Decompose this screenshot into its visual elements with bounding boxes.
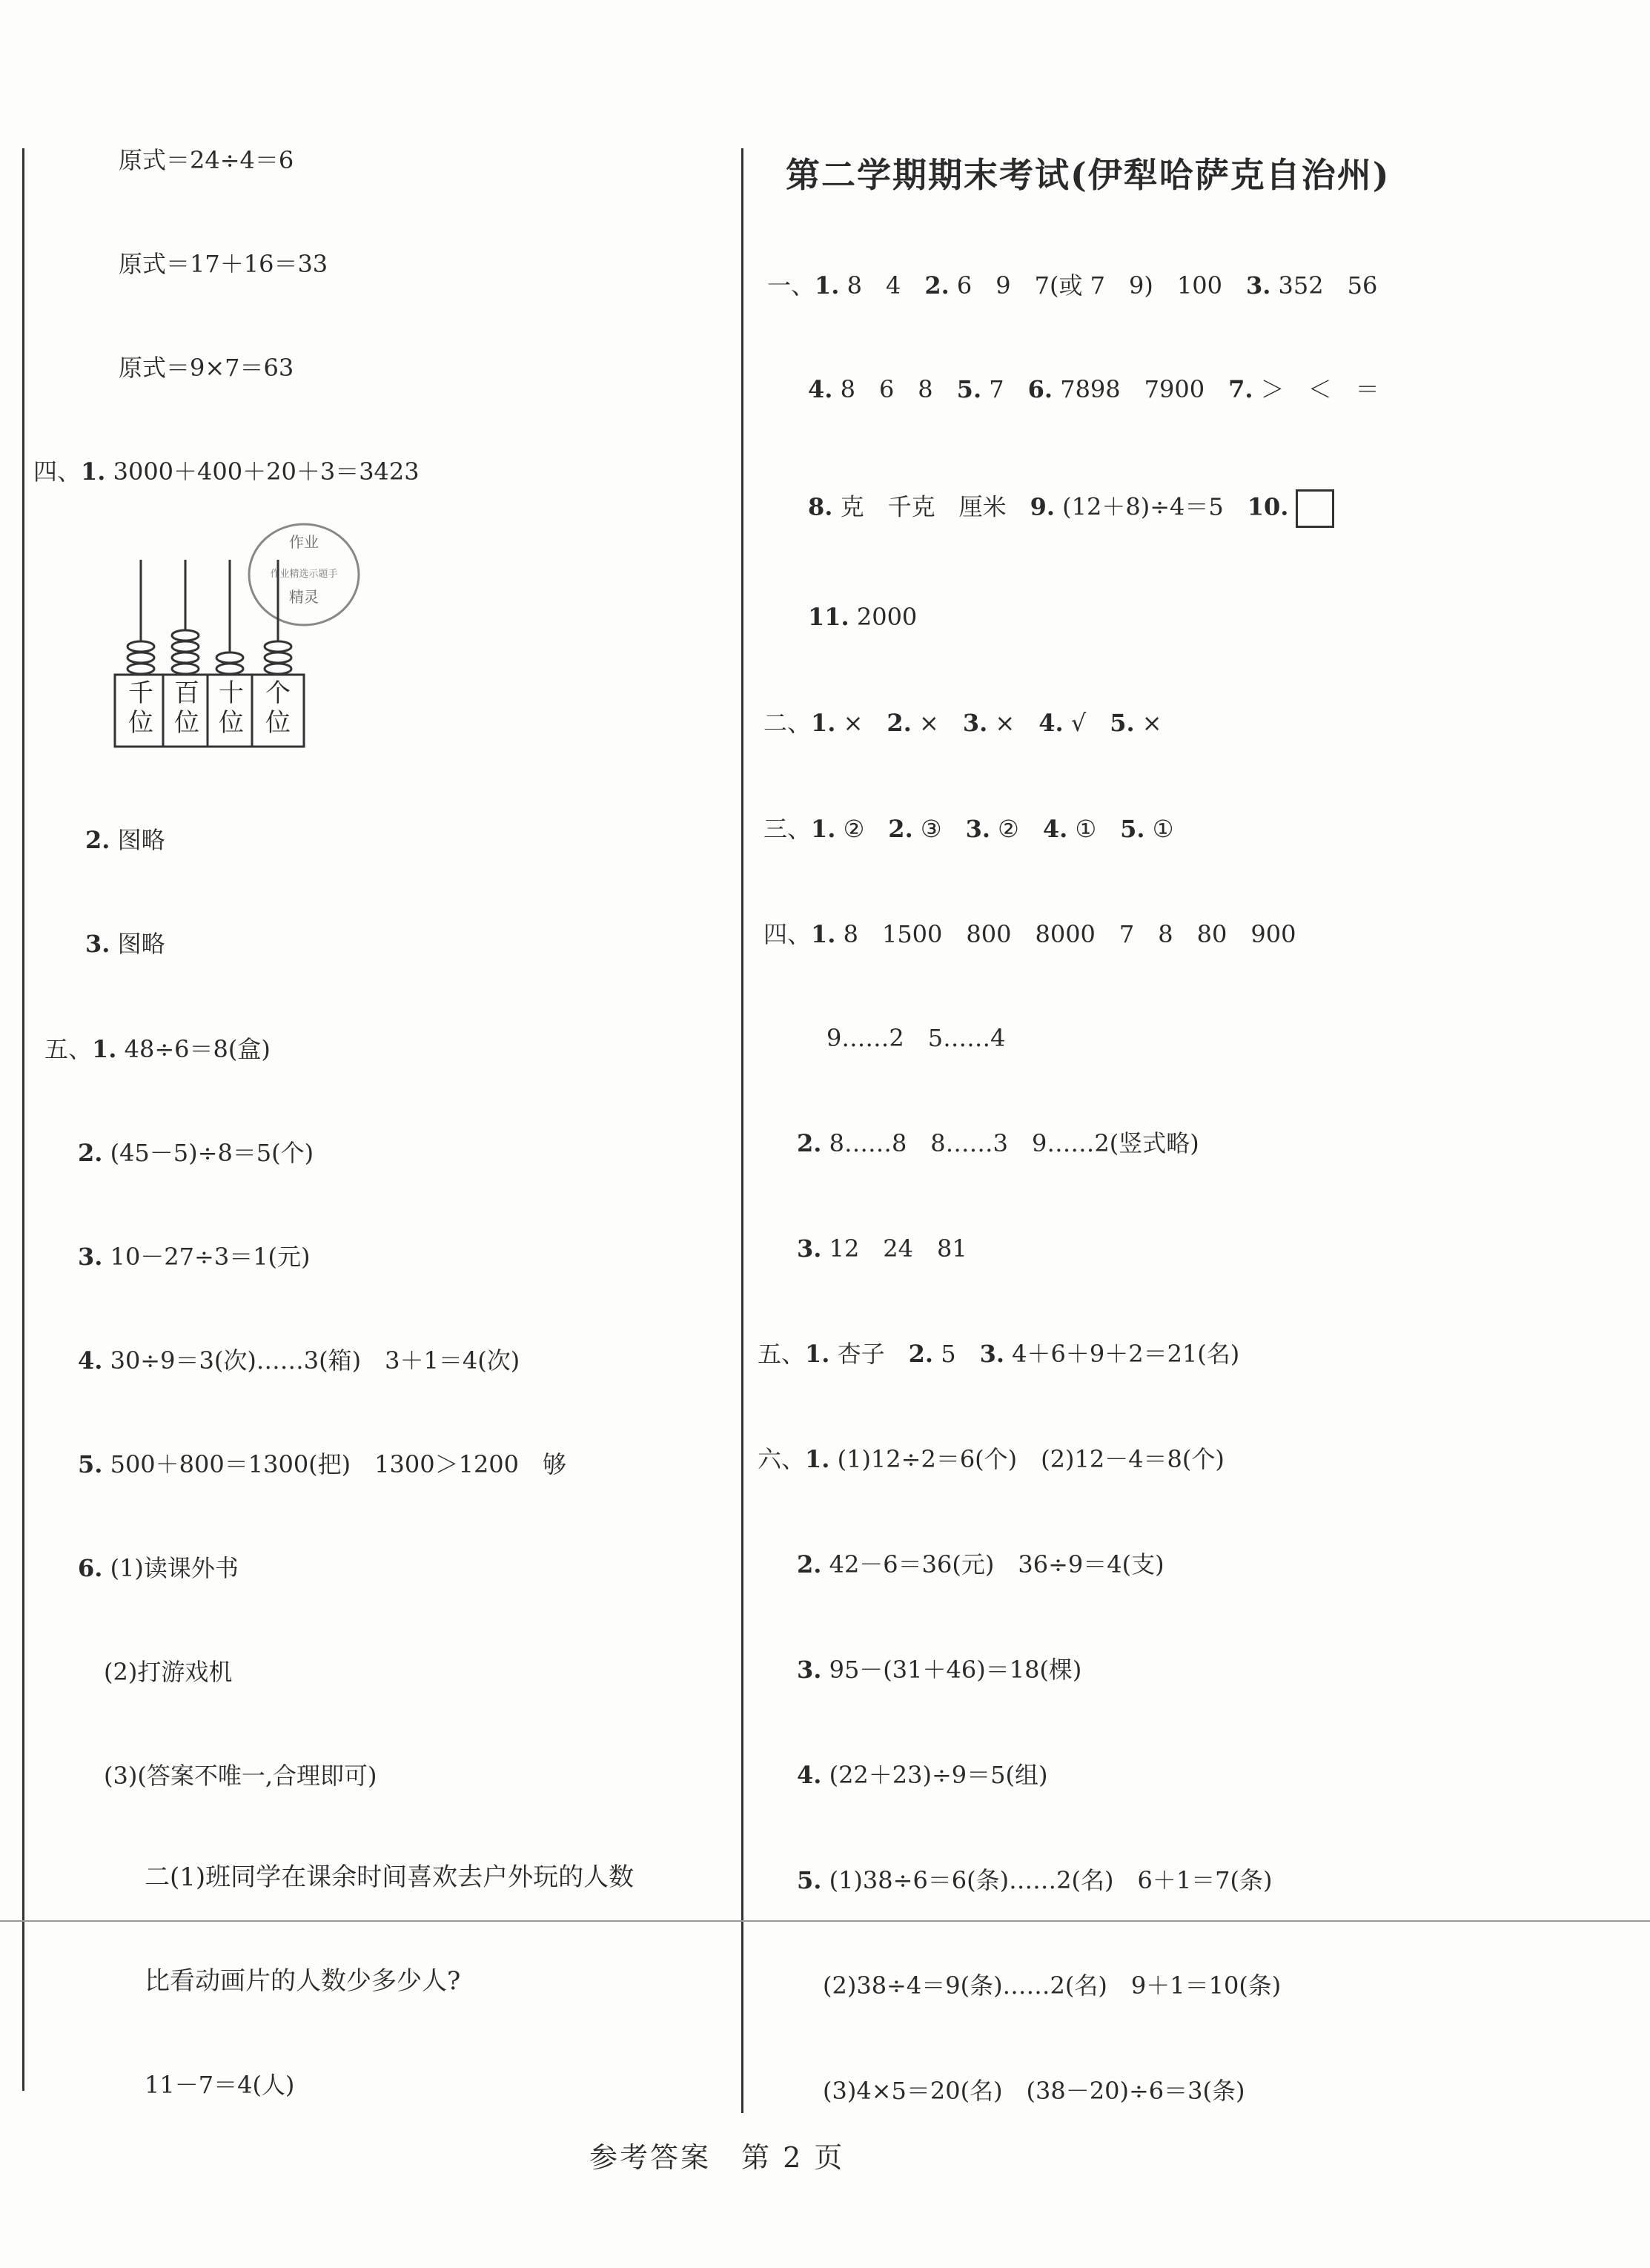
answer-box xyxy=(1296,489,1334,528)
section-one-line1: 一、1. 8 4 2. 6 9 7(或 7 9) 100 3. 352 56 xyxy=(767,271,1378,300)
section-two: 二、1. × 2. × 3. × 4. √ 5. × xyxy=(763,709,1162,737)
column-divider xyxy=(741,148,743,2113)
section-six-q5-part3: (3)4×5＝20(名) (38－20)÷6＝3(条) xyxy=(823,2077,1245,2105)
abacus-label-thousands: 千位 xyxy=(128,678,153,738)
section-five-q6-part3: (3)(答案不唯一,合理即可) xyxy=(104,1762,377,1790)
section-six-q3: 3. 95－(31＋46)＝18(棵) xyxy=(797,1656,1082,1684)
left-line-3: 原式＝9×7＝63 xyxy=(119,354,294,382)
fold-line xyxy=(0,1920,1650,1922)
section-one-line2: 4. 8 6 8 5. 7 6. 7898 7900 7. ＞ ＜ ＝ xyxy=(808,375,1379,403)
stamp-text-2: 作业精选示题手 xyxy=(270,569,338,580)
section-one-line3: 8. 克 千克 厘米 9. (12＋8)÷4＝5 10. xyxy=(808,489,1334,528)
section-five: 五、1. 杏子 2. 5 3. 4＋6＋9＋2＝21(名) xyxy=(758,1340,1240,1368)
section-six-q2: 2. 42－6＝36(元) 36÷9＝4(支) xyxy=(797,1550,1164,1578)
stamp-text-3: 精灵 xyxy=(289,588,319,606)
section-five-q3: 3. 10－27÷3＝1(元) xyxy=(78,1243,311,1271)
section-five-q2: 2. (45－5)÷8＝5(个) xyxy=(78,1139,314,1167)
left-margin-rule xyxy=(22,148,24,2091)
section-four-q3: 3. 图略 xyxy=(85,930,165,958)
left-line-2: 原式＝17＋16＝33 xyxy=(119,250,328,278)
section-four-q2: 2. 8……8 8……3 9……2(竖式略) xyxy=(797,1129,1199,1157)
section-five-q5: 5. 500＋800＝1300(把) 1300＞1200 够 xyxy=(78,1450,567,1478)
section-six-q1: 六、1. (1)12÷2＝6(个) (2)12－4＝8(个) xyxy=(758,1445,1225,1473)
section-six-q5-part2: (2)38÷4＝9(条)……2(名) 9＋1＝10(条) xyxy=(823,1971,1282,2000)
abacus-label-ones: 个位 xyxy=(265,678,291,738)
section-five-q4: 4. 30÷9＝3(次)……3(箱) 3＋1＝4(次) xyxy=(78,1346,520,1375)
section-four-q3: 3. 12 24 81 xyxy=(797,1234,967,1263)
page-footer: 参考答案 第 2 页 xyxy=(589,2141,845,2174)
section-four-line1: 四、1. 8 1500 800 8000 7 8 80 900 xyxy=(763,920,1296,948)
exam-title: 第二学期期末考试(伊犁哈萨克自治州) xyxy=(786,155,1391,195)
left-line-1: 原式＝24÷4＝6 xyxy=(119,146,294,174)
section-five-q6-answer: 11－7＝4(人) xyxy=(145,2071,295,2099)
section-five-q6-question-line2: 比看动画片的人数少多少人? xyxy=(145,1966,461,1996)
section-five-q1: 五、1. 48÷6＝8(盒) xyxy=(44,1035,271,1063)
section-five-q6: 6. (1)读课外书 xyxy=(78,1554,239,1582)
section-five-q6-question-line1: 二(1)班同学在课余时间喜欢去户外玩的人数 xyxy=(145,1862,635,1892)
stamp-text-1: 作业 xyxy=(289,533,319,551)
section-four-q1: 四、1. 3000＋400＋20＋3＝3423 xyxy=(33,457,420,486)
section-five-q6-part2: (2)打游戏机 xyxy=(104,1658,233,1686)
section-six-q4: 4. (22＋23)÷9＝5(组) xyxy=(797,1761,1048,1789)
section-six-q5: 5. (1)38÷6＝6(条)……2(名) 6＋1＝7(条) xyxy=(797,1866,1273,1894)
section-four-line2: 9……2 5……4 xyxy=(826,1024,1006,1052)
section-three: 三、1. ② 2. ③ 3. ② 4. ① 5. ① xyxy=(763,815,1174,843)
abacus-label-tens: 十位 xyxy=(219,678,244,738)
abacus-label-hundreds: 百位 xyxy=(174,678,199,738)
section-four-q2: 2. 图略 xyxy=(85,826,165,854)
section-one-line4: 11. 2000 xyxy=(808,603,918,631)
